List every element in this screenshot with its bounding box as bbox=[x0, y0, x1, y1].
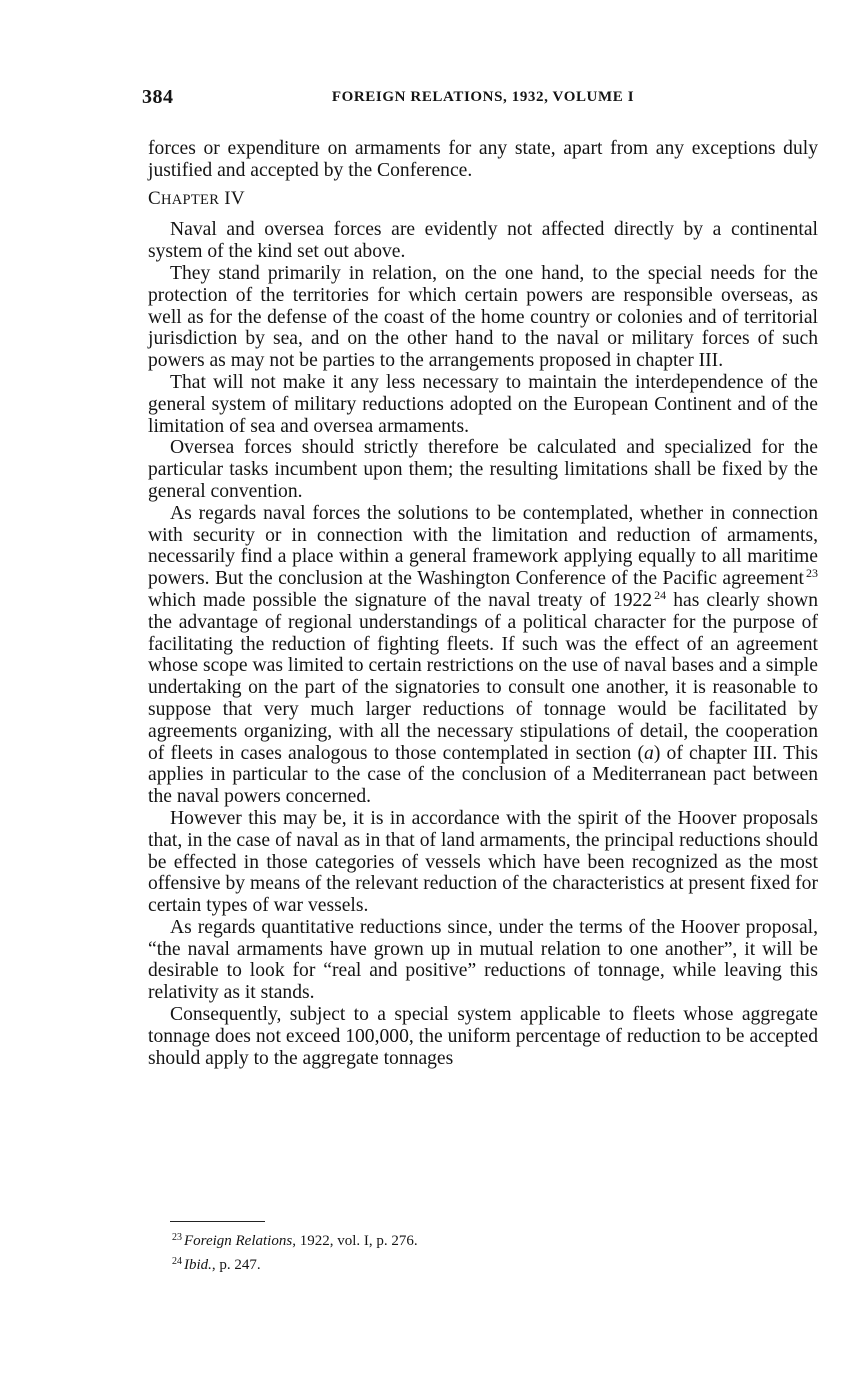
footnotes bbox=[172, 1228, 812, 1275]
footnote-ref-23: 23 bbox=[806, 566, 818, 581]
footnote-title: Ibid. bbox=[184, 1256, 212, 1273]
paragraph: As regards quantitative reductions since, under the terms of the Hoover proposal, “the naval armaments have grown up in mutual relation to one another”, it will be desirable to look for “real and positive” reductions of tonnage, while leaving this relativity as it stands. bbox=[148, 916, 818, 1004]
footnote-mark: 24 bbox=[172, 1255, 182, 1267]
footnote-text: , 1922, vol. I, p. 276. bbox=[292, 1233, 418, 1249]
page-header bbox=[142, 86, 818, 112]
paragraph-text: As regards naval forces the solutions to be contemplated, whether in connection with security or in connection with the limitation and reduction of armaments, necessarily find a place within a general framework applying equally to all maritime powers. But the conclusion at the Washington Conference of the Pacific agreement bbox=[148, 502, 818, 590]
chapter-heading-cap: C bbox=[148, 187, 161, 209]
paragraph-text: ) of chapter III. This applies in particular to the case of the conclusion of a Mediterranean pact between the naval powers concerned. bbox=[148, 742, 818, 808]
running-head: FOREIGN RELATIONS, 1932, VOLUME I bbox=[331, 89, 635, 105]
paragraph-continued: forces or expenditure on armaments for any state, apart from any exceptions duly justified and accepted by the Conference. bbox=[148, 138, 818, 181]
footnote bbox=[172, 1252, 812, 1276]
paragraph: However this may be, it is in accordance with the spirit of the Hoover proposals that, in the case of naval as in that of land armaments, the principal reductions should be effected in those categories of vessels which have been recognized as the most offensive by means of the relevant reduction of the characteristics at present fixed for certain types of war vessels. bbox=[148, 807, 818, 917]
footnote-divider bbox=[170, 1221, 265, 1222]
paragraph: They stand primarily in relation, on the one hand, to the special needs for the protection of the territories for which certain powers are responsible overseas, as well as for the defense of the coast of the home country or colonies and of territorial jurisdiction by sea, and on the other hand to the naval or military forces of such powers as may not be parties to the arrangements proposed in chapter III. bbox=[148, 262, 818, 372]
footnote-title: Foreign Relations bbox=[184, 1233, 293, 1249]
paragraph-text: has clearly shown the advantage of regional understandings of a political character for the purpose of facilitating the reduction of fighting fleets. If such was the effect of an agreement whose scope was limited to certain restrictions on the use of naval bases and a simple undertaking on the part of the signatories to consult one another, it is reasonable to suppose that very much larger reductions of tonnage would be facilitated by agreements organizing, with all the necessary stipulations of detail, the cooperation of fleets in cases analogous to those contemplated in section ( bbox=[148, 589, 818, 764]
footnote-text: , p. 247. bbox=[211, 1256, 261, 1273]
footnote-mark: 23 bbox=[172, 1232, 182, 1243]
paragraph: That will not make it any less necessary to maintain the interdependence of the general system of military reductions adopted on the European Continent and of the limitation of sea and oversea armaments. bbox=[148, 371, 818, 437]
chapter-heading-numeral: IV bbox=[224, 187, 245, 209]
footnote bbox=[172, 1228, 812, 1252]
chapter-heading bbox=[148, 188, 818, 212]
paragraph: Consequently, subject to a special system applicable to fleets whose aggregate tonnage does not exceed 100,000, the uniform percentage of reduction to be accepted should apply to the aggregate tonnages bbox=[148, 1004, 818, 1069]
page-number: 384 bbox=[142, 86, 174, 108]
paragraph: Naval and oversea forces are evidently not affected directly by a continental system of the kind set out above. bbox=[148, 219, 818, 263]
paragraph bbox=[148, 503, 818, 808]
section-letter: a bbox=[644, 742, 654, 764]
footnote-ref-24: 24 bbox=[654, 587, 667, 602]
paragraph-text: which made possible the signature of the naval treaty of 1922 bbox=[148, 589, 653, 611]
paragraph: Oversea forces should strictly therefore be calculated and specialized for the particular tasks incumbent upon them; the resulting limitations shall be fixed by the general convention. bbox=[148, 437, 818, 502]
document-body bbox=[148, 138, 818, 1069]
chapter-heading-small-caps: HAPTER bbox=[160, 191, 220, 208]
